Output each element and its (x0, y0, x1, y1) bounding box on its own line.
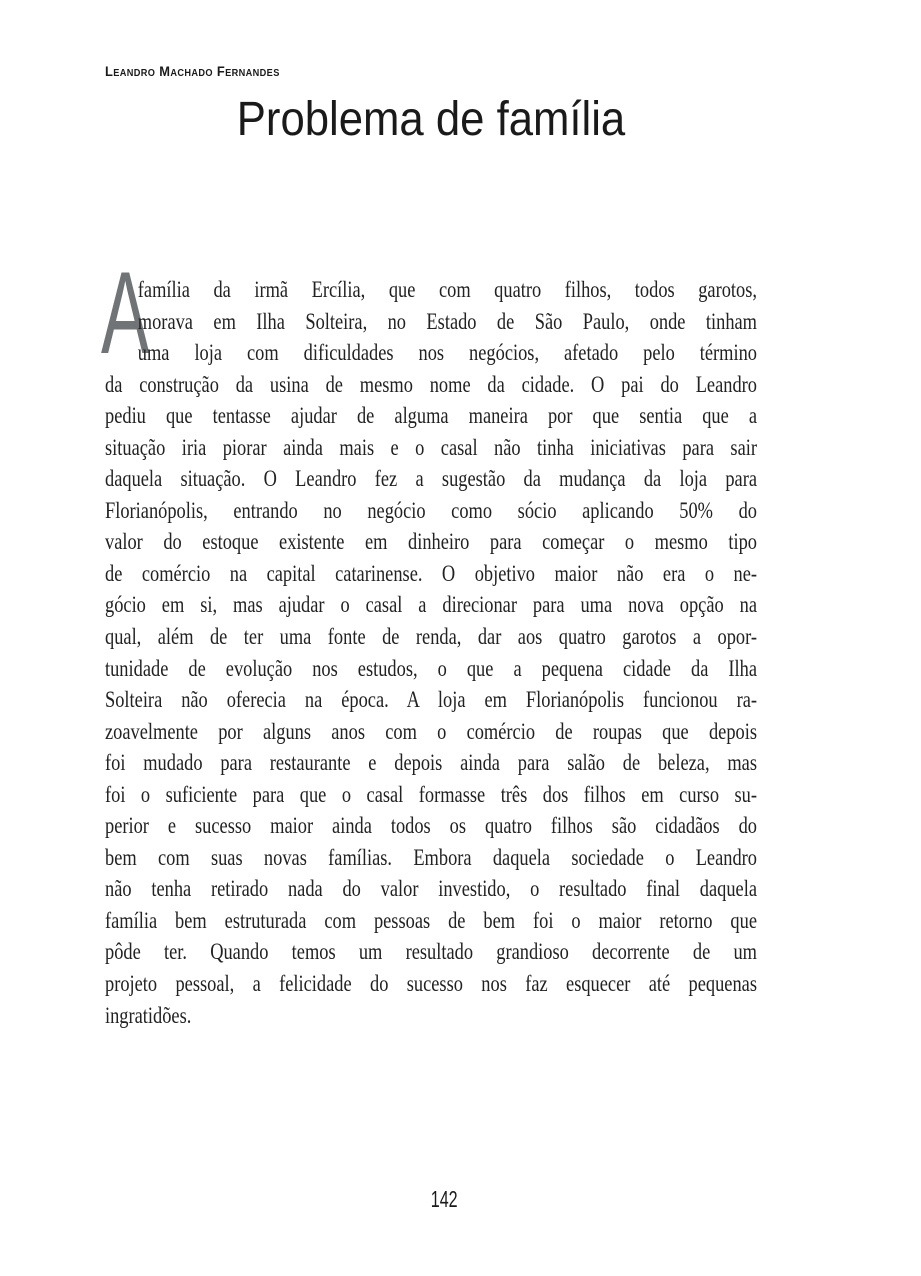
body-paragraph (105, 274, 757, 1031)
body-text-line: daquela situação. O Leandro fez a sugestão da mudança da loja para (105, 466, 757, 492)
body-text-line: situação iria piorar ainda mais e o casal não tinha iniciativas para sair (105, 434, 757, 460)
body-text-line: de comércio na capital catarinense. O objetivo maior não era o ne- (105, 560, 757, 586)
body-text-line: tunidade de evolução nos estudos, o que a pequena cidade da Ilha (105, 655, 757, 681)
body-text-line: pediu que tentasse ajudar de alguma maneira por que sentia que a (105, 403, 757, 429)
body-text-line: qual, além de ter uma fonte de renda, dar aos quatro garotos a opor- (105, 624, 757, 650)
body-text-line: família bem estruturada com pessoas de bem foi o maior retorno que (105, 907, 757, 933)
page-number-container (105, 1187, 757, 1212)
body-text-line: foi mudado para restaurante e depois ainda para salão de beleza, mas (105, 750, 757, 776)
body-text-line: Solteira não oferecia na época. A loja em Florianópolis funcionou ra- (105, 687, 757, 713)
body-text-line: zoavelmente por alguns anos com o comércio de roupas que depois (105, 718, 757, 744)
body-text-line: valor do estoque existente em dinheiro para começar o mesmo tipo (105, 529, 757, 555)
body-text-line: Florianópolis, entrando no negócio como sócio aplicando 50% do (105, 497, 757, 523)
body-text-line: uma loja com dificuldades nos negócios, afetado pelo término (137, 340, 758, 366)
body-text-line: ingratidões. (105, 1002, 192, 1028)
body-text-line: morava em Ilha Solteira, no Estado de São Paulo, onde tinham (137, 308, 758, 334)
body-text-line: pôde ter. Quando temos um resultado grandioso decorrente de um (105, 939, 757, 965)
page-number: 142 (430, 1186, 458, 1212)
drop-cap-letter: A (101, 247, 150, 378)
body-text-line: da construção da usina de mesmo nome da cidade. O pai do Leandro (105, 371, 757, 397)
body-text-line: não tenha retirado nada do valor investido, o resultado final daquela (105, 876, 757, 902)
body-text-line: perior e sucesso maior ainda todos os quatro filhos são cidadãos do (105, 813, 757, 839)
body-text-line: foi o suficiente para que o casal formasse três dos filhos em curso su- (105, 781, 757, 807)
body-text-line: gócio em si, mas ajudar o casal a direcionar para uma nova opção na (105, 592, 757, 618)
author-running-header: Leandro Machado Fernandes (105, 63, 280, 79)
chapter-title: Problema de família (236, 93, 626, 146)
body-text-line: bem com suas novas famílias. Embora daquela sociedade o Leandro (105, 844, 757, 870)
body-text-line: projeto pessoal, a felicidade do sucesso nos faz esquecer até pequenas (105, 971, 757, 997)
body-text-line: família da irmã Ercília, que com quatro filhos, todos garotos, (137, 277, 758, 302)
